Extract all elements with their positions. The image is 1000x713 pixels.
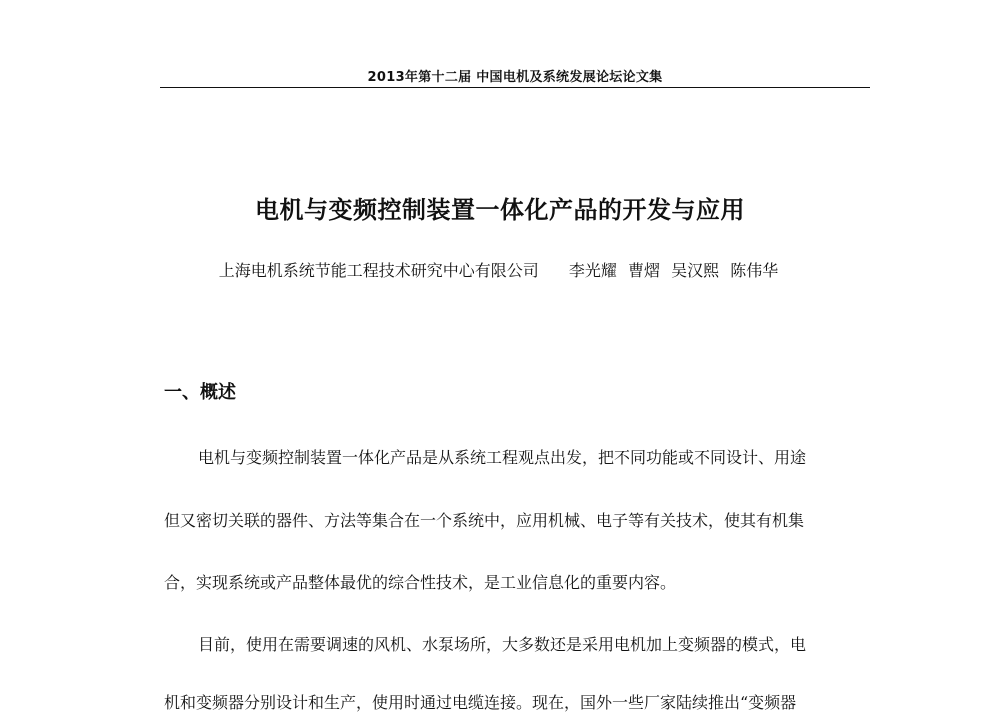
running-header: 2013年第十二届 中国电机及系统发展论坛论文集: [367, 70, 663, 85]
author-name: 曹熠: [627, 261, 660, 280]
body-text-line: 电机与变频控制装置一体化产品是从系统工程观点出发，把不同功能或不同设计、用途: [198, 448, 807, 467]
author-organization: 上海电机系统节能工程技术研究中心有限公司: [218, 261, 539, 280]
body-text-line: 目前，使用在需要调速的风机、水泵场所，大多数还是采用电机加上变频器的模式，电: [198, 635, 807, 654]
section-heading: 一、概述: [164, 382, 236, 403]
author-name: 李光耀: [568, 261, 617, 280]
header-rule: [160, 87, 870, 88]
author-name: 陈伟华: [730, 261, 779, 280]
body-text-line: 但又密切关联的器件、方法等集合在一个系统中，应用机械、电子等有关技术，使其有机集: [164, 511, 805, 530]
body-text-line: 合，实现系统或产品整体最优的综合性技术，是工业信息化的重要内容。: [164, 573, 677, 592]
byline: [0, 258, 1000, 281]
author-name: 吴汉熙: [671, 261, 720, 280]
body-text-line: 机和变频器分别设计和生产，使用时通过电缆连接。现在，国外一些厂家陆续推出“变频器: [164, 693, 797, 712]
paper-title: 电机与变频控制装置一体化产品的开发与应用: [255, 196, 745, 224]
